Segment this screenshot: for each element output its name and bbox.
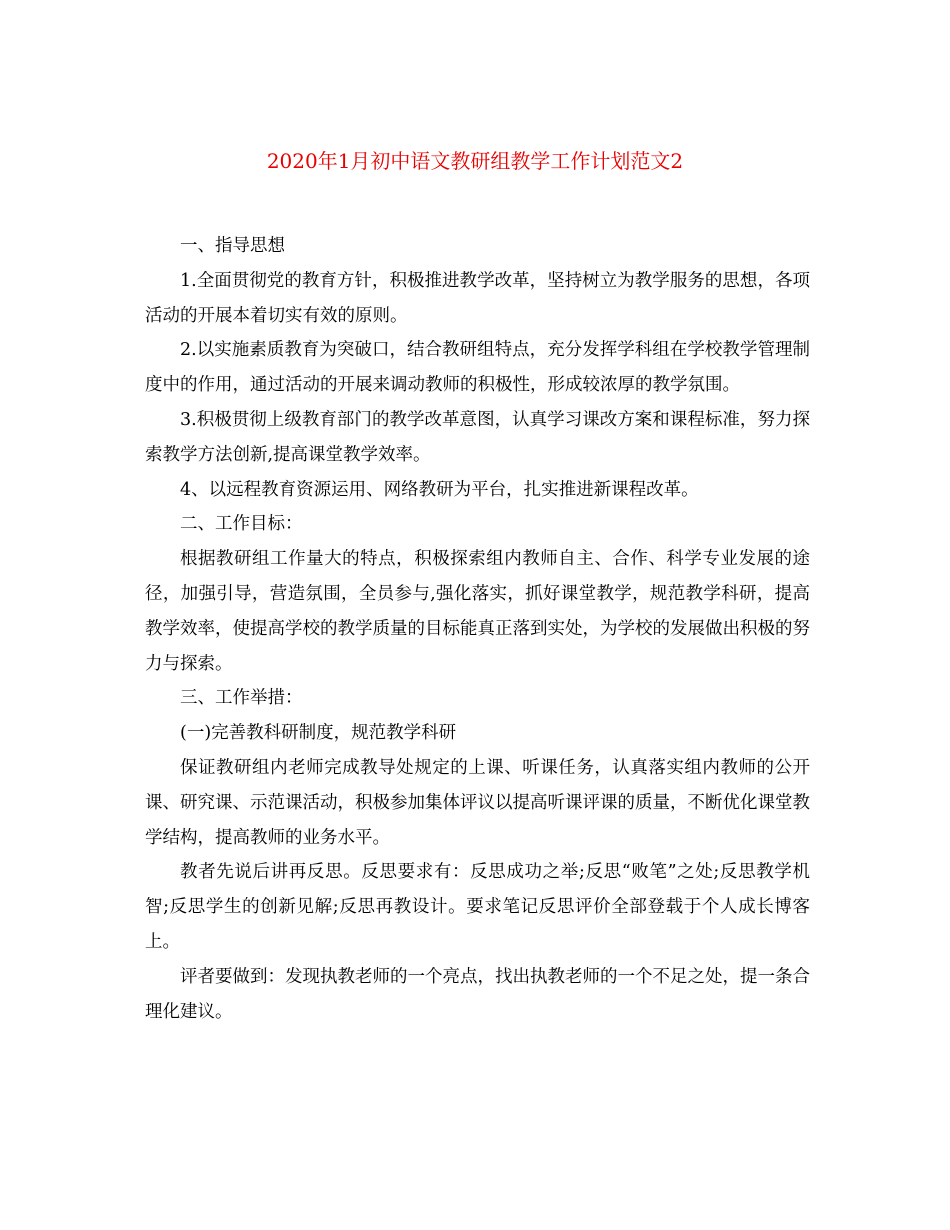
paragraph-work-goals: 根据教研组工作量大的特点，积极探索组内教师自主、合作、科学专业发展的途径，加强引导，营造氛围，全员参与,强化落实，抓好课堂教学，规范教学科研，提高教学效率，使提高学校的教学质量的目标能真正落到实处，为学校的发展做出积极的努力与探索。	[145, 549, 810, 674]
subsection-heading-research-system: (一)完善教科研制度，规范教学科研	[180, 723, 457, 744]
paragraph-item-1: 1.全面贯彻党的教育方针，积极推进教学改革，坚持树立为教学服务的思想，各项活动的开展本着切实有效的原则。	[145, 270, 810, 326]
paragraph-item-3: 3.积极贯彻上级教育部门的教学改革意图，认真学习课改方案和课程标准，努力探索教学方法创新,提高课堂教学效率。	[145, 409, 810, 465]
document-body	[145, 229, 810, 1029]
paragraph-lesson-tasks: 保证教研组内老师完成教导处规定的上课、听课任务，认真落实组内教师的公开课、研究课、示范课活动，积极参加集体评议以提高听课评课的质量，不断优化课堂教学结构，提高教师的业务水平。	[145, 757, 810, 848]
paragraph-teacher-reflection: 教者先说后讲再反思。反思要求有：反思成功之举;反思“败笔”之处;反思教学机智;反思学生的创新见解;反思再教设计。要求笔记反思评价全部登载于个人成长博客上。	[145, 862, 810, 952]
section-heading-work-goals: 二、工作目标：	[180, 514, 303, 535]
paragraph-evaluator-requirements: 评者要做到：发现执教老师的一个亮点，找出执教老师的一个不足之处，提一条合理化建议。	[145, 966, 810, 1022]
section-heading-work-measures: 三、工作举措：	[180, 688, 303, 709]
paragraph-item-2: 2.以实施素质教育为突破口，结合教研组特点，充分发挥学科组在学校教学管理制度中的作用，通过活动的开展来调动教师的积极性，形成较浓厚的教学氛围。	[145, 340, 810, 396]
section-heading-guiding-ideology: 一、指导思想	[180, 236, 285, 256]
paragraph-item-4: 4、以远程教育资源运用、网络教研为平台，扎实推进新课程改革。	[180, 479, 699, 500]
document-title: 2020年1月初中语文教研组教学工作计划范文2	[266, 149, 684, 173]
